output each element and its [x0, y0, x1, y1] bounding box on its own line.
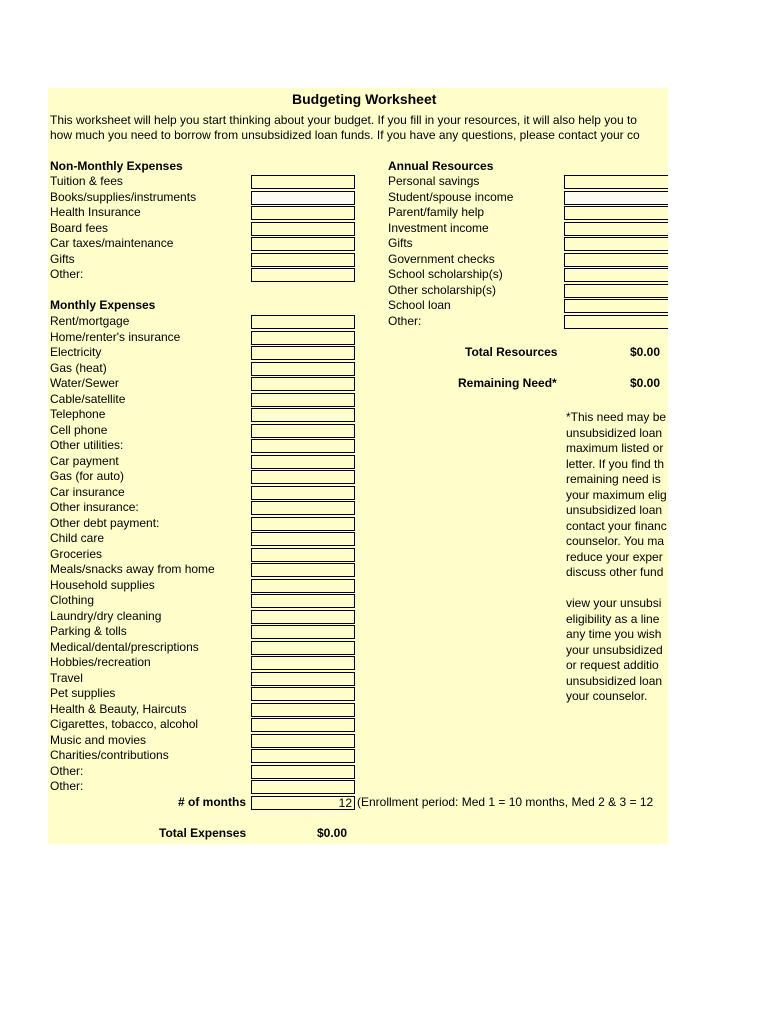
remaining-need-label: Remaining Need* — [458, 376, 557, 390]
annual-resource-label: Personal savings — [388, 174, 480, 188]
budget-worksheet — [48, 88, 668, 844]
annual-resource-input[interactable] — [564, 222, 668, 236]
monthly-expense-label: Telephone — [50, 407, 106, 421]
non-monthly-expense-input[interactable] — [251, 268, 355, 282]
monthly-heading: Monthly Expenses — [50, 298, 156, 312]
monthly-expense-input[interactable] — [251, 362, 355, 376]
monthly-expense-input[interactable] — [251, 548, 355, 562]
non-monthly-expense-input[interactable] — [251, 191, 355, 205]
monthly-expense-label: Hobbies/recreation — [50, 655, 151, 669]
footnote-line: remaining need is — [566, 472, 661, 486]
monthly-expense-label: Gas (for auto) — [50, 469, 125, 483]
non-monthly-heading: Non-Monthly Expenses — [50, 159, 183, 173]
monthly-expense-input[interactable] — [251, 486, 355, 500]
monthly-expense-input[interactable] — [251, 439, 355, 453]
non-monthly-expense-label: Other: — [50, 267, 84, 281]
footnote-line: your counselor. — [566, 689, 648, 703]
footnote-line: letter. If you find th — [566, 456, 665, 471]
monthly-expense-input[interactable] — [251, 765, 355, 779]
annual-resource-input[interactable] — [564, 175, 668, 189]
monthly-expense-input[interactable] — [251, 470, 355, 484]
monthly-expense-input[interactable] — [251, 734, 355, 748]
monthly-expense-label: Electricity — [50, 345, 102, 359]
monthly-expense-input[interactable] — [251, 687, 355, 701]
annual-resource-input[interactable] — [564, 253, 668, 267]
non-monthly-expense-label: Books/supplies/instruments — [50, 189, 197, 204]
monthly-expense-input[interactable] — [251, 780, 355, 794]
monthly-expense-label: Travel — [50, 670, 83, 685]
annual-resource-label: Investment income — [388, 220, 489, 235]
footnote-line: discuss other fund — [566, 565, 664, 579]
non-monthly-expense-input[interactable] — [251, 206, 355, 220]
monthly-expense-input[interactable] — [251, 656, 355, 670]
monthly-expense-label: Meals/snacks away from home — [50, 562, 215, 576]
annual-resource-input[interactable] — [564, 284, 668, 298]
footnote-line: unsubsidized loan — [566, 425, 663, 440]
monthly-expense-input[interactable] — [251, 393, 355, 407]
monthly-expense-label: Gas (heat) — [50, 360, 107, 375]
footnote-line: unsubsidized loan — [566, 673, 663, 688]
worksheet-title: Budgeting Worksheet — [292, 91, 437, 107]
monthly-expense-input[interactable] — [251, 610, 355, 624]
monthly-expense-label: Other: — [50, 763, 84, 778]
monthly-expense-label: Other utilities: — [50, 438, 124, 452]
monthly-expense-input[interactable] — [251, 501, 355, 515]
months-value: 12 — [338, 796, 352, 810]
footnote-line: reduce your exper — [566, 549, 663, 564]
monthly-expense-input[interactable] — [251, 749, 355, 763]
footnote-line: eligibility as a line — [566, 611, 660, 626]
monthly-expense-label: Cigarettes, tobacco, alcohol — [50, 717, 199, 731]
monthly-expense-input[interactable] — [251, 579, 355, 593]
non-monthly-expense-label: Health Insurance — [50, 205, 141, 219]
annual-resource-label: Gifts — [388, 236, 413, 250]
annual-resource-label: Other scholarship(s) — [388, 282, 497, 297]
monthly-expense-label: Health & Beauty, Haircuts — [50, 701, 187, 716]
months-input[interactable] — [251, 796, 355, 810]
monthly-expense-input[interactable] — [251, 718, 355, 732]
monthly-expense-input[interactable] — [251, 672, 355, 686]
annual-resource-label: School scholarship(s) — [388, 267, 503, 281]
intro-line-2: how much you need to borrow from unsubsidized loan funds. If you have any questions, please contact your co — [50, 128, 640, 142]
footnote-line: your maximum elig — [566, 487, 667, 502]
monthly-expense-label: Other: — [50, 779, 84, 793]
annual-resource-label: Other: — [388, 313, 422, 328]
footnote-line: counselor. You ma — [566, 534, 665, 548]
monthly-expense-label: Car payment — [50, 453, 119, 468]
monthly-expense-label: Other insurance: — [50, 500, 139, 514]
annual-resource-input[interactable] — [564, 237, 668, 251]
non-monthly-expense-input[interactable] — [251, 222, 355, 236]
monthly-expense-label: Laundry/dry cleaning — [50, 608, 162, 623]
monthly-expense-label: Rent/mortgage — [50, 314, 130, 328]
monthly-expense-label: Home/renter's insurance — [50, 329, 181, 344]
monthly-expense-label: Clothing — [50, 593, 95, 607]
monthly-expense-label: Pet supplies — [50, 686, 116, 700]
footnote-line: your unsubsidized — [566, 642, 663, 657]
monthly-expense-label: Water/Sewer — [50, 376, 119, 390]
annual-resource-label: School loan — [388, 298, 451, 312]
monthly-expense-label: Other debt payment: — [50, 515, 160, 530]
monthly-expense-label: Medical/dental/prescriptions — [50, 639, 199, 654]
enrollment-period-note: (Enrollment period: Med 1 = 10 months, Med 2 & 3 = 12 — [357, 795, 654, 809]
monthly-expense-input[interactable] — [251, 532, 355, 546]
monthly-expense-label: Household supplies — [50, 577, 155, 592]
monthly-expense-input[interactable] — [251, 424, 355, 438]
monthly-expense-input[interactable] — [251, 703, 355, 717]
monthly-expense-label: Cell phone — [50, 422, 108, 437]
footnote-line: any time you wish — [566, 627, 662, 641]
monthly-expense-label: Cable/satellite — [50, 391, 126, 406]
annual-resources-heading: Annual Resources — [388, 159, 494, 173]
non-monthly-expense-label: Car taxes/maintenance — [50, 236, 174, 250]
monthly-expense-input[interactable] — [251, 594, 355, 608]
monthly-expense-label: Car insurance — [50, 484, 125, 499]
annual-resource-label: Student/spouse income — [388, 189, 514, 204]
annual-resource-label: Parent/family help — [388, 205, 485, 219]
total-expenses-value: $0.00 — [317, 826, 348, 840]
annual-resource-input[interactable] — [564, 191, 668, 205]
monthly-expense-input[interactable] — [251, 641, 355, 655]
total-resources-label: Total Resources — [465, 345, 558, 359]
monthly-expense-input[interactable] — [251, 625, 355, 639]
months-label: # of months — [178, 795, 246, 809]
monthly-expense-input[interactable] — [251, 346, 355, 360]
monthly-expense-label: Child care — [50, 531, 105, 545]
monthly-expense-input[interactable] — [251, 455, 355, 469]
non-monthly-expense-label: Tuition & fees — [50, 174, 123, 188]
non-monthly-expense-input[interactable] — [251, 237, 355, 251]
annual-resource-input[interactable] — [564, 268, 668, 282]
non-monthly-expense-input[interactable] — [251, 175, 355, 189]
annual-resource-label: Government checks — [388, 251, 495, 266]
annual-resource-input[interactable] — [564, 206, 668, 220]
footnote-line: *This need may be — [566, 410, 667, 424]
monthly-expense-input[interactable] — [251, 517, 355, 531]
annual-resource-input[interactable] — [564, 315, 668, 329]
monthly-expense-input[interactable] — [251, 563, 355, 577]
monthly-expense-label: Music and movies — [50, 732, 147, 747]
monthly-expense-input[interactable] — [251, 331, 355, 345]
monthly-expense-input[interactable] — [251, 377, 355, 391]
footnote-line: view your unsubsi — [566, 596, 662, 610]
non-monthly-expense-label: Gifts — [50, 251, 75, 266]
annual-resource-input[interactable] — [564, 299, 668, 313]
monthly-expense-input[interactable] — [251, 408, 355, 422]
non-monthly-expense-label: Board fees — [50, 220, 109, 235]
total-resources-value: $0.00 — [630, 345, 661, 359]
monthly-expense-label: Groceries — [50, 546, 103, 561]
monthly-expense-label: Parking & tolls — [50, 624, 127, 638]
intro-line-1: This worksheet will help you start thinking about your budget. If you fill in your resources, it will also help you to — [50, 113, 637, 127]
footnote-line: maximum listed or — [566, 441, 664, 455]
footnote-line: or request additio — [566, 658, 659, 672]
monthly-expense-label: Charities/contributions — [50, 748, 169, 762]
non-monthly-expense-input[interactable] — [251, 253, 355, 267]
footnote-line: unsubsidized loan — [566, 503, 663, 517]
monthly-expense-input[interactable] — [251, 315, 355, 329]
total-expenses-label: Total Expenses — [159, 826, 247, 840]
footnote-line: contact your financ — [566, 518, 667, 533]
remaining-need-value: $0.00 — [630, 376, 661, 390]
